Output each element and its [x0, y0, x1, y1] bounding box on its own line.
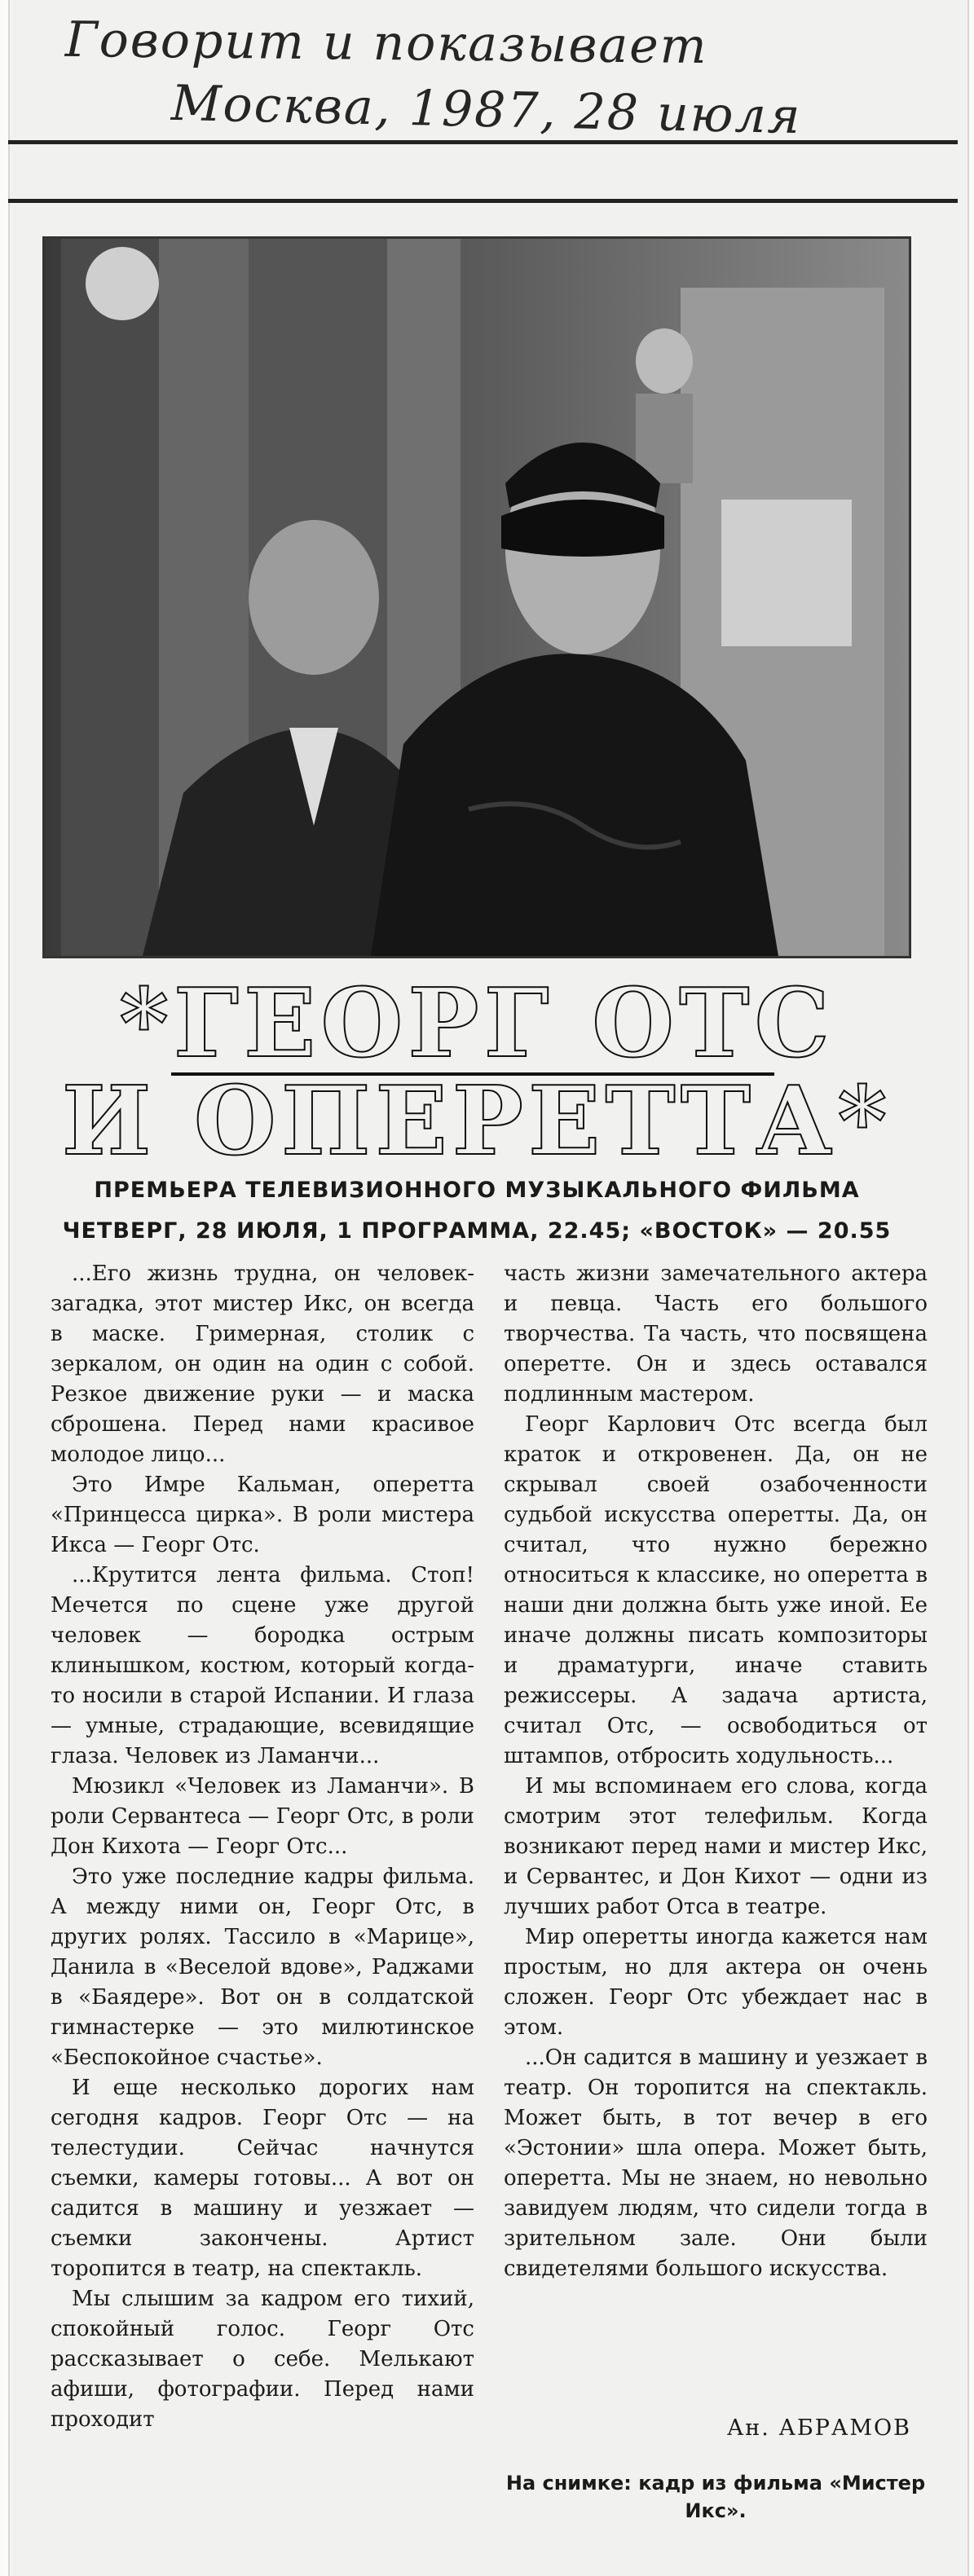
- film-still-photo: [42, 236, 911, 958]
- paragraph: Мы слышим за кадром его тихий, спокойный голос. Георг Отс рассказывает о себе. Мелькают афиши, фотографии. Перед нами проходит: [51, 2287, 474, 2432]
- paragraph: И мы вспоминаем его слова, когда смотрим этот телефильм. Когда возникают перед нами и мистер Икс, и Сервантес, и Дон Кихот — одни из лучших работ Отса в театре.: [504, 1774, 928, 1919]
- paragraph: Мир оперетты иногда кажется нам простым, но для актера он очень сложен. Георг Отс убеждает нас в этом.: [504, 1925, 928, 2040]
- photo-illustration: [45, 239, 909, 956]
- paragraph: ...Его жизнь трудна, он человек-загадка, этот мистер Икс, он всегда в маске. Гримерная, столик с зеркалом, он один на один с собой. Резкое движение руки — и маска сброшена. Перед нами красивое молодое лицо...: [51, 1262, 474, 1467]
- paragraph: Георг Карлович Отс всегда был краток и откровенен. Да, он не скрывал своей озабоченности судьбой искусства оперетты. Да, он считал, что нужно бережно относиться к классике, но оперетта в наши дни должна быть уже иной. Ее иначе должны писать композиторы и драматурги, иначе ставить режиссеры. А задача артиста, считал Отс, — освободиться от штампов, отбросить ходульность...: [504, 1412, 928, 1768]
- second-rule: [8, 199, 958, 203]
- article-column-right: [504, 1259, 928, 2284]
- headline-line2: И ОПЕРЕТТА*: [61, 1066, 892, 1177]
- article-column-left: [51, 1259, 474, 2435]
- broadcast-schedule: ЧЕТВЕРГ, 28 ИЮЛЯ, 1 ПРОГРАММА, 22.45; «ВОСТОК» — 20.55: [62, 1218, 892, 1244]
- paragraph: ...Крутится лента фильма. Стоп! Мечется по сцене уже другой человек — бородка острым клинышком, костюм, который когда-то носили в старой Испании. И глаза — умные, страдающие, всевидящие глаза. Человек из Ламанчи...: [51, 1563, 474, 1768]
- headline-line1: *ГЕОРГ ОТС: [119, 968, 835, 1079]
- paragraph: ...Он садится в машину и уезжает в театр. Он торопится на спектакль. Может быть, в тот вечер в его «Эстонии» шла опера. Может быть, оперетта. Мы не знаем, но невольно завидуем людям, что сидели тогда в зрительном зале. Они были свидетелями большого искусства.: [504, 2045, 928, 2281]
- paragraph-continued: часть жизни замечательного актера и певца. Часть его большого творчества. Та часть, что посвящена оперетте. Он и здесь оставался подлинным мастером.: [504, 1262, 928, 1407]
- photo-caption: На снимке: кадр из фильма «Мистер Икс».: [505, 2472, 926, 2522]
- author-byline: Ан. АБРАМОВ: [726, 2415, 911, 2441]
- paragraph: Это Имре Кальман, оперетта «Принцесса цирка». В роли мистера Икса — Георг Отс.: [51, 1473, 474, 1557]
- handwritten-note-line1: Говорит и показывает: [64, 11, 709, 76]
- premiere-subtitle: ПРЕМЬЕРА ТЕЛЕВИЗИОННОГО МУЗЫКАЛЬНОГО ФИЛЬМА: [94, 1178, 860, 1203]
- handwritten-note-line2: Москва, 1987, 28 июля: [170, 74, 803, 146]
- paragraph: Мюзикл «Человек из Ламанчи». В роли Сервантеса — Георг Отс, в роли Дон Кихота — Георг Отс...: [51, 1774, 474, 1859]
- paragraph: И еще несколько дорогих нам сегодня кадров. Георг Отс — на телестудии. Сейчас начнутся съемки, камеры готовы... А вот он садится в машину и уезжает — съемки закончены. Артист торопится в театр, на спектакль.: [51, 2076, 474, 2281]
- paragraph: Это уже последние кадры фильма. А между ними он, Георг Отс, в других ролях. Тассило в «Марице», Данила в «Веселой вдове», Раджами в «Баядере». Вот он в солдатской гимнастерке — это милютинское «Беспокойное счастье».: [51, 1865, 474, 2070]
- top-rule: [8, 140, 958, 144]
